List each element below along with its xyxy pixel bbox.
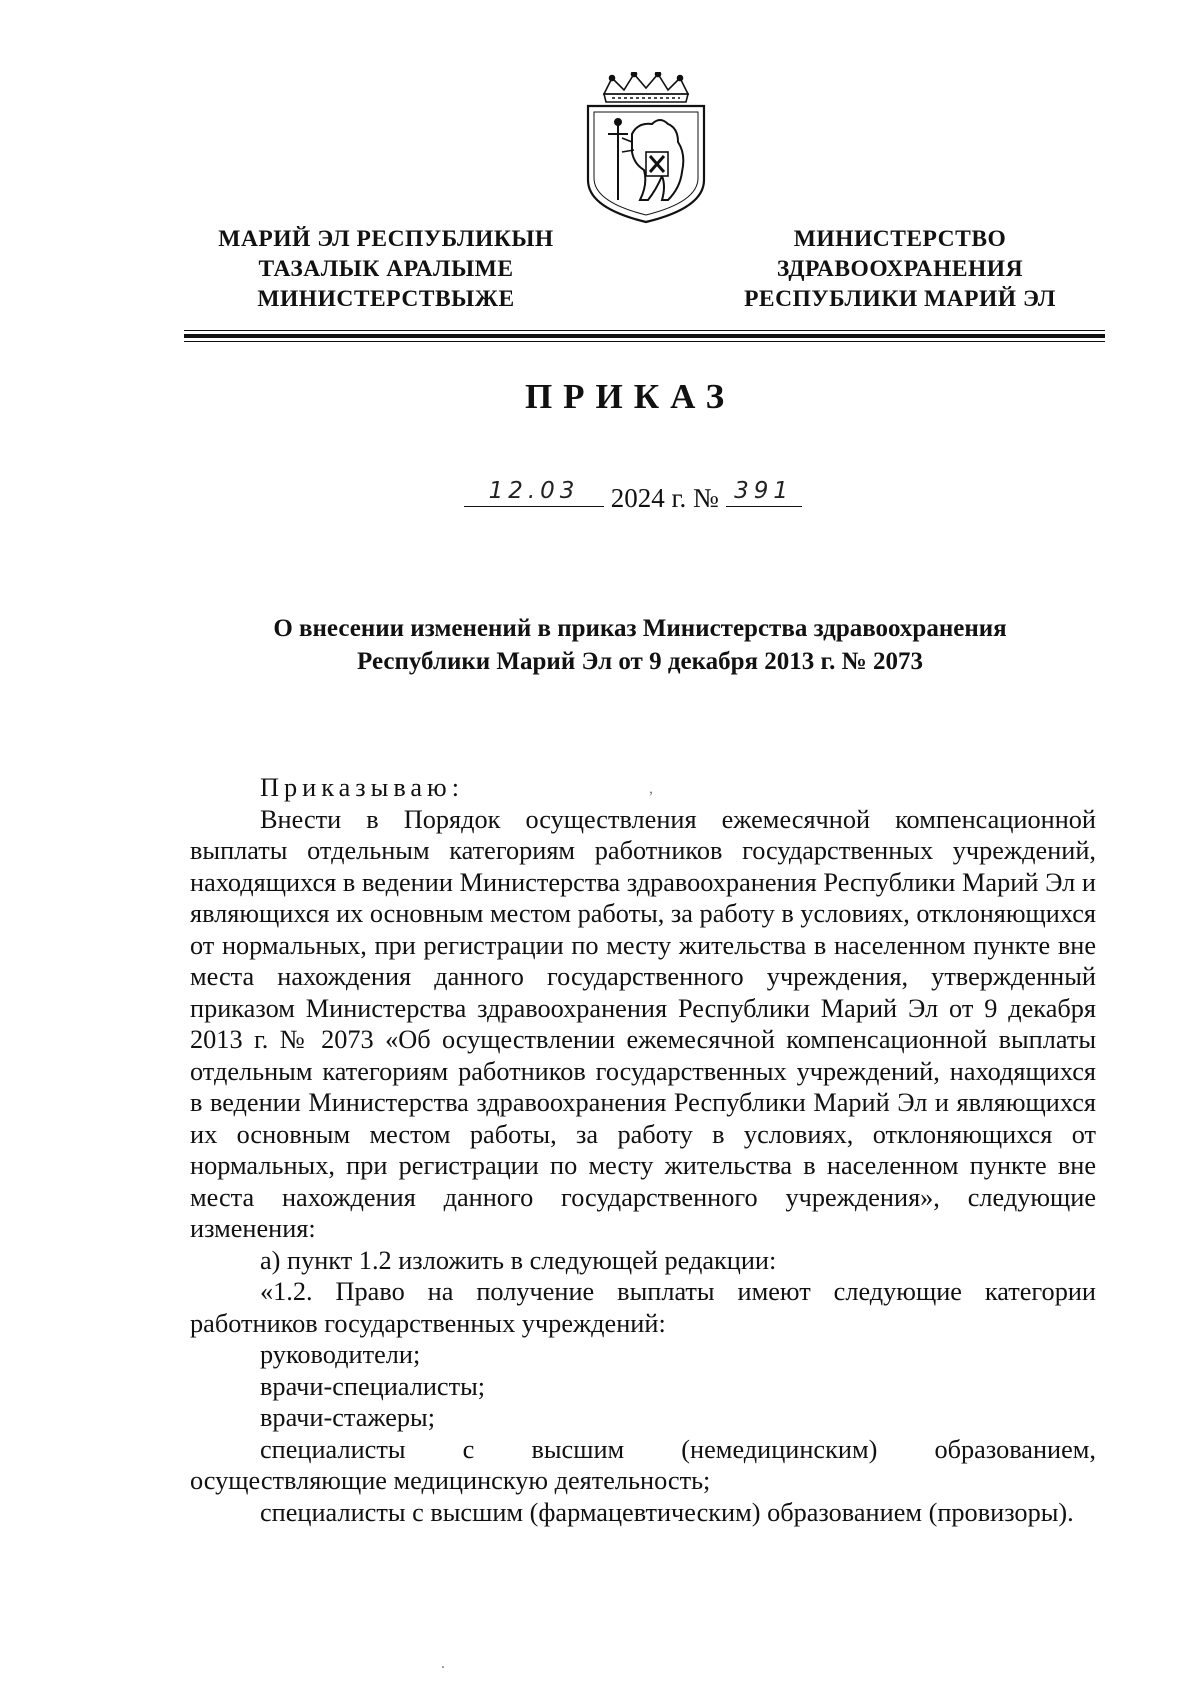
main-paragraph: Внести в Порядок осуществления ежемесячной компенсационной выплаты отдельным категориям работников государственных учреждений, находящихся в ведении Министерства здравоохранения Республики Марий Эл и являющихся их основным местом работы, за работу в условиях, отклоняющихся от нормальных, при регистрации по месту жительства в населенном пункте вне места нахождения данного государственного учреждения, утвержденный приказом Министерства здравоохранения Республики Марий Эл от 9 декабря 2013 г. № 2073 «Об осуществлении ежемесячной компенсационной выплаты отдельным категориям работников государственных учреждений, находящихся в ведении Министерства здравоохранения Республики Марий Эл и являющихся их основным местом работы, за работу в условиях, отклоняющихся от нормальных, при регистрации по месту жительства в населенном пункте вне места нахождения данного государственного учреждения», следующие изменения: — [190, 804, 1097, 1243]
date-blank — [464, 478, 604, 507]
list-item: специалисты с высшим (немедицинским) образованием, осуществляющие медицинскую деятельность; — [190, 1434, 1096, 1495]
coat-of-arms-icon — [582, 72, 710, 224]
document-subject — [190, 612, 1090, 678]
header-left-line-1: МАРИЙ ЭЛ РЕСПУБЛИКЫН — [218, 226, 554, 252]
point-a: а) пункт 1.2 изложить в следующей редакции: — [260, 1245, 777, 1275]
header-right-block — [700, 224, 1100, 314]
header-right-line-1: МИНИСТЕРСТВО — [793, 226, 1007, 252]
header-rule-thick — [184, 334, 1105, 338]
list-item: врачи-специалисты; — [260, 1371, 486, 1401]
list-item: специалисты с высшим (фармацевтическим) образованием (провизоры). — [260, 1497, 1074, 1527]
point-1-2: «1.2. Право на получение выплаты имеют следующие категории работников государственных учреждений: — [190, 1277, 1096, 1338]
order-word: Приказываю: — [260, 773, 465, 802]
header-rule-top — [184, 330, 1105, 331]
date-number-line — [464, 478, 802, 514]
scan-speck: . — [441, 1655, 445, 1672]
year-number-text: 2024 г. № — [610, 483, 719, 513]
number-blank — [726, 478, 802, 507]
document-title: ПРИКАЗ — [524, 377, 736, 416]
header-right-line-3: РЕСПУБЛИКИ МАРИЙ ЭЛ — [744, 286, 1056, 312]
document-body — [190, 772, 1096, 1528]
header-left-line-2: ТАЗАЛЫК АРАЛЫМЕ — [258, 256, 514, 282]
subject-line-1: О внесении изменений в приказ Министерства здравоохранения — [273, 615, 1007, 642]
list-item: руководители; — [260, 1340, 421, 1369]
header-left-block — [176, 224, 596, 314]
handwritten-date: 12.03 — [488, 478, 580, 504]
header-left-line-3: МИНИСТЕРСТВЫЖЕ — [257, 286, 515, 312]
header-right-line-2: ЗДРАВООХРАНЕНИЯ — [776, 256, 1024, 282]
header-rule-bottom — [184, 341, 1105, 342]
list-item: врачи-стажеры; — [260, 1403, 436, 1432]
scan-speck: , — [649, 780, 653, 797]
subject-line-2: Республики Марий Эл от 9 декабря 2013 г. № 2073 — [357, 648, 923, 675]
handwritten-number: 391 — [734, 478, 793, 504]
